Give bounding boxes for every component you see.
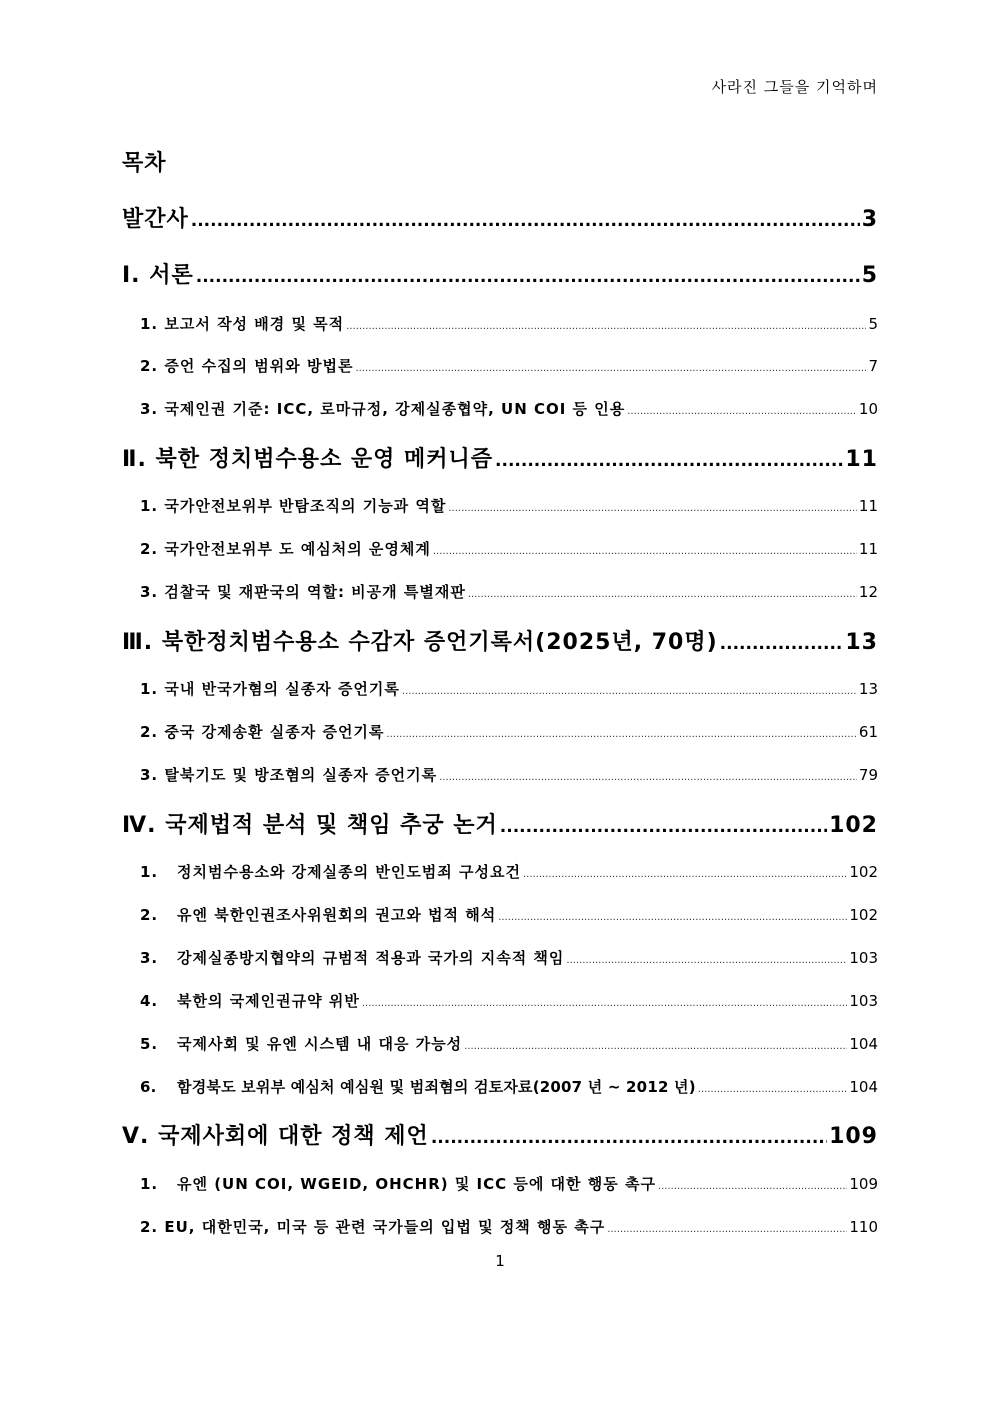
toc-entry-page: 103 (849, 949, 878, 967)
toc-entry-title: 발간사 (122, 207, 189, 232)
section-number: 1. (140, 497, 159, 515)
toc-section-1-1[interactable] (140, 313, 878, 334)
dot-leader (191, 211, 860, 231)
toc-entry-title: 서론 (149, 263, 194, 288)
toc-section-4-5[interactable] (140, 1033, 878, 1054)
section-number: 4. (140, 992, 159, 1010)
toc-entry-title: 북한 정치범수용소 운영 메커니즘 (155, 447, 494, 472)
toc-entry-title: 증언 수집의 범위와 방법론 (164, 357, 354, 375)
section-number: 3. (140, 400, 159, 418)
section-number: 6. (140, 1078, 157, 1096)
dot-leader (720, 634, 844, 654)
toc-entry-title: 국가안전보위부 도 예심처의 운영체계 (164, 540, 431, 558)
toc-entry-label (140, 581, 466, 602)
toc-entry-title: 국제사회에 대한 정책 제언 (158, 1124, 429, 1149)
section-number: 3. (140, 583, 159, 601)
toc-chapter-1[interactable] (122, 258, 878, 289)
toc-entry-page: 104 (849, 1035, 878, 1053)
toc-section-4-3[interactable] (140, 947, 878, 968)
dot-leader (698, 1084, 848, 1095)
toc-section-2-1[interactable] (140, 495, 878, 516)
toc-section-1-2[interactable] (140, 355, 878, 376)
dot-leader (346, 321, 866, 332)
toc-entry-page: 110 (849, 1218, 878, 1236)
toc-entry-title: 국제인권 기준: ICC, 로마규정, 강제실종협약, UN COI 등 인용 (164, 400, 626, 418)
toc-entry-page: 79 (858, 766, 878, 784)
toc-entry-title: 유엔 (UN COI, WGEID, OHCHR) 및 ICC 등에 대한 행동 촉구 (177, 1175, 656, 1193)
toc-entry-title: 강제실종방지협약의 규범적 적용과 국가의 지속적 책임 (177, 949, 565, 967)
toc-entry-label (140, 1216, 605, 1237)
dot-leader (386, 729, 856, 740)
toc-entry-page: 102 (849, 906, 878, 924)
toc-section-1-3[interactable] (140, 398, 878, 419)
toc-section-2-2[interactable] (140, 538, 878, 559)
chapter-number: Ⅴ. (122, 1124, 150, 1149)
section-number: 1. (140, 863, 159, 881)
toc-entry-page: 102 (829, 813, 878, 838)
toc-entry-page: 103 (849, 992, 878, 1010)
toc-entry-title: 북한정치범수용소 수감자 증언기록서(2025년, 70명) (161, 630, 718, 655)
toc-section-4-1[interactable] (140, 861, 878, 882)
section-number: 3. (140, 766, 159, 784)
toc-entry-page: 3 (861, 207, 878, 232)
toc-section-3-1[interactable] (140, 678, 878, 699)
toc-entry-label (140, 904, 496, 925)
toc-entry-label (140, 355, 353, 376)
toc-entry-title: 정치범수용소와 강제실종의 반인도범죄 구성요건 (177, 863, 521, 881)
section-number: 2. (140, 357, 159, 375)
dot-leader (627, 406, 857, 417)
toc-entry-title: 국내 반국가혐의 실종자 증언기록 (164, 680, 400, 698)
toc-entry-page: 5 (868, 315, 878, 333)
toc-section-3-3[interactable] (140, 764, 878, 785)
toc-entry-title: 유엔 북한인권조사위원회의 권고와 법적 해석 (177, 906, 497, 924)
dot-leader (464, 1041, 847, 1052)
dot-leader (498, 912, 847, 923)
toc-entry-page: 109 (829, 1124, 878, 1149)
toc-entry-label (122, 808, 498, 839)
toc-section-3-2[interactable] (140, 721, 878, 742)
chapter-number: Ⅰ. (122, 263, 141, 288)
chapter-number: Ⅱ. (122, 447, 147, 472)
toc-entry-page: 11 (858, 497, 878, 515)
toc-entry-label (140, 398, 625, 419)
toc-section-4-4[interactable] (140, 990, 878, 1011)
section-number: 2. (140, 906, 159, 924)
dot-leader (468, 589, 857, 600)
toc-entry-label (140, 495, 446, 516)
running-header: 사라진 그들을 기억하며 (711, 78, 878, 96)
section-number: 2. (140, 723, 159, 741)
toc-entry-page: 13 (845, 630, 878, 655)
toc-entry-label (140, 538, 431, 559)
toc-entry-preface[interactable] (122, 202, 878, 233)
toc-entry-label (140, 1076, 696, 1097)
dot-leader (362, 998, 848, 1009)
dot-leader (566, 955, 847, 966)
dot-leader (439, 772, 857, 783)
toc-entry-label (140, 990, 360, 1011)
toc-entry-label (140, 313, 344, 334)
dot-leader (500, 817, 827, 837)
toc-entry-page: 11 (845, 447, 878, 472)
toc-entry-page: 102 (849, 863, 878, 881)
section-number: 1. (140, 1175, 159, 1193)
toc-chapter-3[interactable] (122, 625, 878, 656)
toc-entry-page: 61 (858, 723, 878, 741)
toc-entry-page: 7 (868, 357, 878, 375)
toc-entry-label (140, 678, 400, 699)
toc-entry-title: 국제법적 분석 및 책임 추궁 논거 (165, 813, 498, 838)
toc-entry-page: 109 (849, 1175, 878, 1193)
dot-leader (607, 1224, 847, 1235)
dot-leader (433, 546, 857, 557)
toc-entry-label (122, 1119, 429, 1150)
toc-entry-title: 북한의 국제인권규약 위반 (177, 992, 360, 1010)
dot-leader (196, 267, 860, 287)
toc-entry-title: 중국 강제송환 실종자 증언기록 (164, 723, 385, 741)
dot-leader (402, 686, 857, 697)
toc-entry-page: 11 (858, 540, 878, 558)
toc-section-4-6[interactable] (140, 1076, 878, 1097)
toc-entry-title: 검찰국 및 재판국의 역할: 비공개 특별재판 (164, 583, 466, 601)
dot-leader (658, 1181, 847, 1192)
toc-chapter-5[interactable] (122, 1119, 878, 1150)
section-number: 3. (140, 949, 159, 967)
toc-entry-label (140, 947, 564, 968)
toc-entry-label (140, 1033, 462, 1054)
toc-chapter-2[interactable] (122, 442, 878, 473)
section-number: 2. (140, 1218, 159, 1236)
toc-entry-page: 13 (858, 680, 878, 698)
toc-section-4-2[interactable] (140, 904, 878, 925)
section-number: 5. (140, 1035, 159, 1053)
chapter-number: Ⅲ. (122, 630, 154, 655)
dot-leader (523, 869, 847, 880)
toc-section-5-1[interactable] (140, 1173, 878, 1194)
toc-chapter-4[interactable] (122, 808, 878, 839)
toc-entry-title: EU, 대한민국, 미국 등 관련 국가들의 입법 및 정책 행동 촉구 (164, 1218, 606, 1236)
dot-leader (495, 451, 843, 471)
toc-entry-title: 국가안전보위부 반탐조직의 기능과 역할 (164, 497, 447, 515)
dot-leader (448, 503, 857, 514)
section-number: 2. (140, 540, 159, 558)
dot-leader (355, 363, 866, 374)
toc-entry-label (140, 764, 437, 785)
toc-section-5-2[interactable] (140, 1216, 878, 1237)
toc-entry-label (122, 258, 194, 289)
toc-entry-label (122, 625, 718, 656)
toc-section-2-3[interactable] (140, 581, 878, 602)
toc-entry-page: 12 (858, 583, 878, 601)
toc-entry-label (140, 861, 521, 882)
toc-title: 목차 (122, 151, 167, 176)
toc-entry-title: 국제사회 및 유엔 시스템 내 대응 가능성 (177, 1035, 463, 1053)
dot-leader (431, 1128, 827, 1148)
section-number: 1. (140, 680, 159, 698)
page-number: 1 (495, 1252, 505, 1270)
toc-entry-title: 함경북도 보위부 예심처 예심원 및 범죄혐의 검토자료(2007 년 ~ 2012 년) (177, 1078, 696, 1096)
toc-entry-page: 5 (861, 263, 878, 288)
toc-entry-title: 보고서 작성 배경 및 목적 (164, 315, 345, 333)
section-number: 1. (140, 315, 159, 333)
chapter-number: Ⅳ. (122, 813, 157, 838)
toc-entry-title: 탈북기도 및 방조혐의 실종자 증언기록 (164, 766, 438, 784)
toc-entry-label (140, 1173, 656, 1194)
toc-entry-page: 10 (858, 400, 878, 418)
toc-entry-page: 104 (849, 1078, 878, 1096)
toc-entry-label (140, 721, 384, 742)
toc-entry-label (122, 442, 493, 473)
